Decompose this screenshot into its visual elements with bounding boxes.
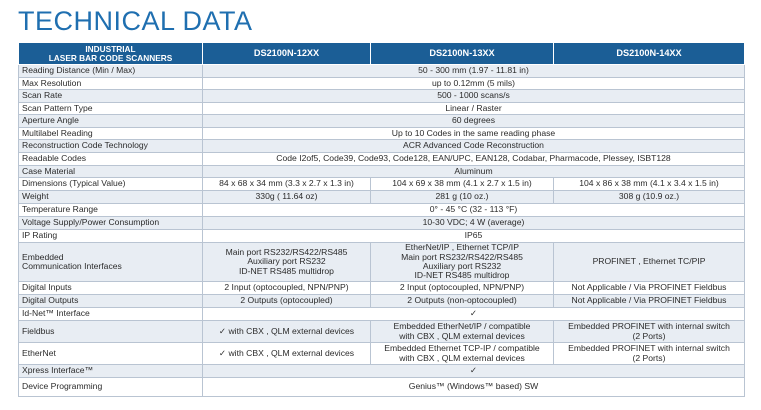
row-value — [554, 321, 745, 343]
row-value: 330g ( 11.64 oz) — [203, 191, 371, 204]
row-value: 2 Outputs (non-optocoupled) — [371, 295, 554, 308]
table-row — [19, 282, 745, 295]
row-label: Digital Outputs — [19, 295, 203, 308]
row-label: Weight — [19, 191, 203, 204]
row-value: 50 - 300 mm (1.97 - 11.81 in) — [203, 65, 745, 78]
row-label: Max Resolution — [19, 78, 203, 90]
table-row — [19, 140, 745, 153]
row-value: 2 Outputs (optocoupled) — [203, 295, 371, 308]
table-row — [19, 243, 745, 282]
row-label: Voltage Supply/Power Consumption — [19, 217, 203, 230]
row-value: 281 g (10 oz.) — [371, 191, 554, 204]
table-header-row — [19, 43, 745, 65]
row-value — [554, 343, 745, 365]
row-value: up to 0.12mm (5 mils) — [203, 78, 745, 90]
row-label: Id-Net™ Interface — [19, 308, 203, 321]
row-label: Temperature Range — [19, 204, 203, 217]
row-value: 308 g (10.9 oz.) — [554, 191, 745, 204]
table-row — [19, 365, 745, 378]
row-value: PROFINET , Ethernet TC/PIP — [554, 243, 745, 282]
row-value: Code I2of5, Code39, Code93, Code128, EAN/UPC, EAN128, Codabar, Pharmacode, Plessey, ISBT128 — [203, 153, 745, 166]
row-label: Reading Distance (Min / Max) — [19, 65, 203, 78]
table-row — [19, 230, 745, 243]
table-row — [19, 153, 745, 166]
table-row — [19, 204, 745, 217]
table-row — [19, 115, 745, 128]
row-value: 60 degrees — [203, 115, 745, 128]
row-value: 10-30 VDC; 4 W (average) — [203, 217, 745, 230]
cell-line: with CBX , QLM external devices — [399, 352, 525, 363]
cell-line: (2 Ports) — [632, 352, 666, 363]
cell-line: Auxiliary port RS232 — [422, 261, 502, 271]
header-model-12xx: DS2100N-12XX — [203, 43, 371, 65]
row-label: Aperture Angle — [19, 115, 203, 128]
row-label: Scan Pattern Type — [19, 103, 203, 115]
cell-line: Embedded PROFINET with internal switch — [568, 321, 730, 332]
check-mark-icon: ✓ — [203, 308, 745, 321]
row-label: Scan Rate — [19, 90, 203, 103]
cell-line: Main port RS232/RS422/RS485 — [401, 251, 523, 262]
page-title: TECHNICAL DATA — [18, 6, 253, 36]
header-product-category — [19, 43, 203, 65]
technical-data-table — [18, 42, 745, 397]
row-label: Multilabel Reading — [19, 128, 203, 140]
row-label: Case Material — [19, 166, 203, 178]
check-mark-icon: ✓ — [203, 365, 745, 378]
table-row — [19, 178, 745, 191]
row-label: IP Rating — [19, 230, 203, 243]
row-value: 84 x 68 x 34 mm (3.3 x 2.7 x 1.3 in) — [203, 178, 371, 191]
row-value: 2 Input (optocoupled, NPN/PNP) — [371, 282, 554, 295]
header-model-13xx: DS2100N-13XX — [371, 43, 554, 65]
table-row — [19, 128, 745, 140]
row-label-line1: Embedded — [22, 251, 64, 262]
row-label-line2: Communication Interfaces — [22, 261, 122, 271]
table-row — [19, 166, 745, 178]
cell-line: Auxiliary port RS232 — [247, 256, 326, 267]
table-row — [19, 191, 745, 204]
header-model-14xx: DS2100N-14XX — [554, 43, 745, 65]
row-value: Genius™ (Windows™ based) SW — [203, 378, 745, 397]
row-value: 0° - 45 °C (32 - 113 °F) — [203, 204, 745, 217]
row-label: Dimensions (Typical Value) — [19, 178, 203, 191]
row-value: ACR Advanced Code Reconstruction — [203, 140, 745, 153]
row-value: ✓ with CBX , QLM external devices — [203, 343, 371, 365]
table-row — [19, 378, 745, 397]
row-label: EtherNet — [19, 343, 203, 365]
table-row — [19, 308, 745, 321]
row-label: Device Programming — [19, 378, 203, 397]
row-value: 2 Input (optocoupled, NPN/PNP) — [203, 282, 371, 295]
row-value — [371, 321, 554, 343]
row-value: 500 - 1000 scans/s — [203, 90, 745, 103]
cell-line: EtherNet/IP , Ethernet TCP/IP — [405, 242, 519, 253]
table-row — [19, 321, 745, 343]
table-row — [19, 343, 745, 365]
table-row — [19, 65, 745, 78]
row-label — [19, 243, 203, 282]
table-row — [19, 103, 745, 115]
row-value: Linear / Raster — [203, 103, 745, 115]
row-label: Reconstruction Code Technology — [19, 140, 203, 153]
row-value: IP65 — [203, 230, 745, 243]
cell-line: Embedded EtherNet/IP / compatible — [393, 321, 531, 332]
cell-line: ID-NET RS485 multidrop — [414, 270, 510, 281]
header-label-line2: LASER BAR CODE SCANNERS — [48, 52, 173, 63]
row-value — [203, 243, 371, 282]
table-row — [19, 295, 745, 308]
cell-line: Embedded Ethernet TCP-IP / compatible — [384, 343, 540, 354]
row-value: Not Applicable / Via PROFINET Fieldbus — [554, 295, 745, 308]
cell-line: (2 Ports) — [632, 330, 666, 341]
cell-line: ID-NET RS485 multidrop — [239, 265, 334, 276]
row-value: 104 x 69 x 38 mm (4.1 x 2.7 x 1.5 in) — [371, 178, 554, 191]
table-row — [19, 90, 745, 103]
header-label-line1: INDUSTRIAL — [85, 43, 136, 54]
cell-line: with CBX , QLM external devices — [399, 330, 525, 341]
row-value: ✓ with CBX , QLM external devices — [203, 321, 371, 343]
row-value: Aluminum — [203, 166, 745, 178]
row-label: Digital Inputs — [19, 282, 203, 295]
table-row — [19, 217, 745, 230]
row-value — [371, 243, 554, 282]
cell-line: Main port RS232/RS422/RS485 — [225, 246, 348, 257]
row-value — [371, 343, 554, 365]
table-row — [19, 78, 745, 90]
row-label: Fieldbus — [19, 321, 203, 343]
row-value: Not Applicable / Via PROFINET Fieldbus — [554, 282, 745, 295]
row-value: 104 x 86 x 38 mm (4.1 x 3.4 x 1.5 in) — [554, 178, 745, 191]
row-value: Up to 10 Codes in the same reading phase — [203, 128, 745, 140]
cell-line: Embedded PROFINET with internal switch — [568, 343, 730, 354]
row-label: Xpress Interface™ — [19, 365, 203, 378]
row-label: Readable Codes — [19, 153, 203, 166]
